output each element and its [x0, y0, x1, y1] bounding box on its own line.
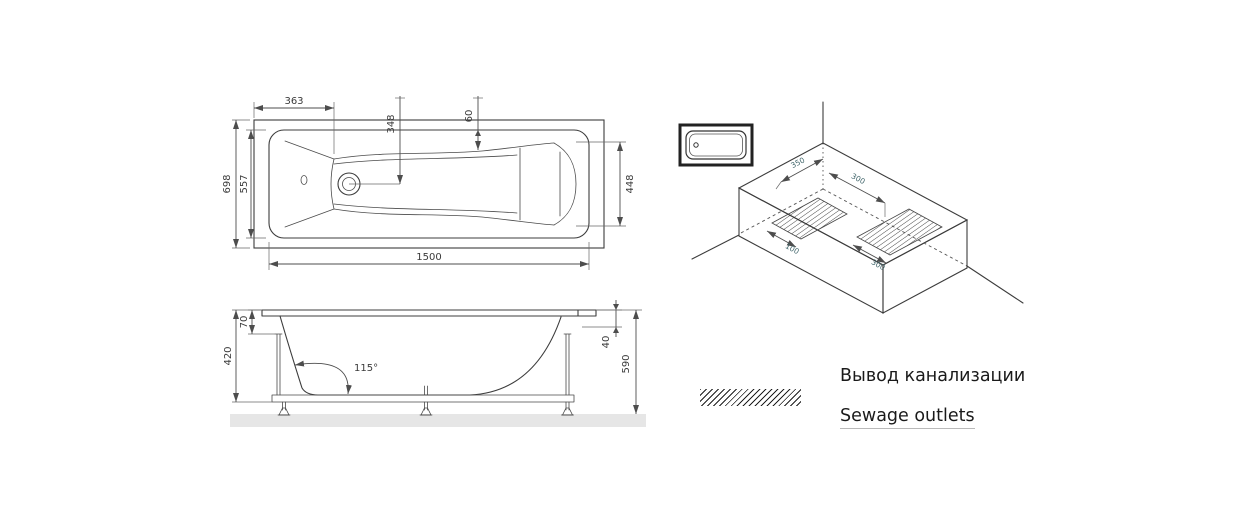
dim-363-label: 363: [284, 96, 304, 107]
dim-60-label: 60: [464, 109, 475, 123]
dim-300-wall-label: 300: [849, 171, 867, 187]
dim-300-outlet-label: 300: [869, 257, 887, 273]
dim-1500-label: 1500: [416, 252, 442, 263]
legend-label-ru: Вывод канализации: [840, 366, 1026, 386]
sewage-outlet-zone-right: [857, 209, 942, 255]
dim-348-label: 348: [386, 114, 397, 134]
top-view: [222, 84, 642, 280]
bowl-inner-line-bottom: [334, 204, 517, 213]
headrest-slope-bottom: [285, 209, 334, 227]
rim-bar: [262, 310, 596, 316]
dim-60: [464, 96, 483, 150]
dim-70: [239, 310, 275, 334]
box-top-face: [739, 143, 967, 265]
dim-350-label: 350: [789, 155, 807, 171]
dim-590-label: 590: [621, 354, 632, 374]
dim-70-label: 70: [239, 315, 250, 329]
dim-590: [596, 310, 642, 414]
iso-view: [655, 85, 1060, 335]
floor-line-right: [967, 266, 1023, 303]
top-view-dimensions: [222, 96, 636, 270]
tub-thumbnail: [680, 125, 752, 165]
dim-40-label: 40: [601, 335, 612, 349]
dim-100-outlet-label: 100: [783, 241, 801, 257]
tub-rim: [269, 130, 589, 238]
dim-40: [582, 300, 622, 348]
angle-115-label: 115°: [354, 363, 379, 374]
dim-698-label: 698: [222, 174, 233, 194]
floor-strip: [230, 414, 646, 427]
bowl-right-taper: [554, 143, 576, 225]
dim-1500: [269, 242, 589, 270]
frame-post-left: [275, 334, 282, 395]
headrest-slope-top: [285, 141, 334, 159]
dim-350: [776, 155, 823, 189]
bowl-inner-line-top: [334, 155, 517, 164]
dim-448: [576, 142, 636, 226]
sewage-outlet-zone-left: [772, 198, 847, 239]
frame-middle-stub: [425, 386, 428, 395]
leg-left: [278, 402, 290, 415]
bowl-top-edge: [334, 143, 554, 159]
floor-line-left: [692, 235, 739, 259]
headrest-arc: [331, 159, 334, 209]
dim-420-label: 420: [223, 346, 234, 366]
side-view-tub-outline: [262, 310, 596, 415]
tub-profile: [280, 316, 561, 395]
sewage-hatch-swatch: [700, 389, 801, 406]
dim-363: [254, 96, 334, 154]
leg-middle: [420, 402, 432, 415]
side-view: [222, 294, 652, 440]
overflow-hole: [301, 176, 307, 185]
bowl-bottom-edge: [334, 209, 554, 225]
frame-bottom-bar: [272, 395, 574, 402]
dim-348: [386, 96, 405, 184]
frame-post-right: [564, 334, 571, 395]
dim-448-label: 448: [625, 174, 636, 194]
leg-right: [562, 402, 574, 415]
side-view-dimensions: [223, 300, 642, 414]
legend-label-en: Sewage outlets: [840, 406, 975, 429]
angle-115: [295, 363, 378, 394]
tub-outer-panel: [254, 120, 604, 248]
dim-557-label: 557: [239, 174, 250, 194]
dim-557: [239, 130, 266, 238]
top-view-tub-outline: [254, 120, 604, 248]
